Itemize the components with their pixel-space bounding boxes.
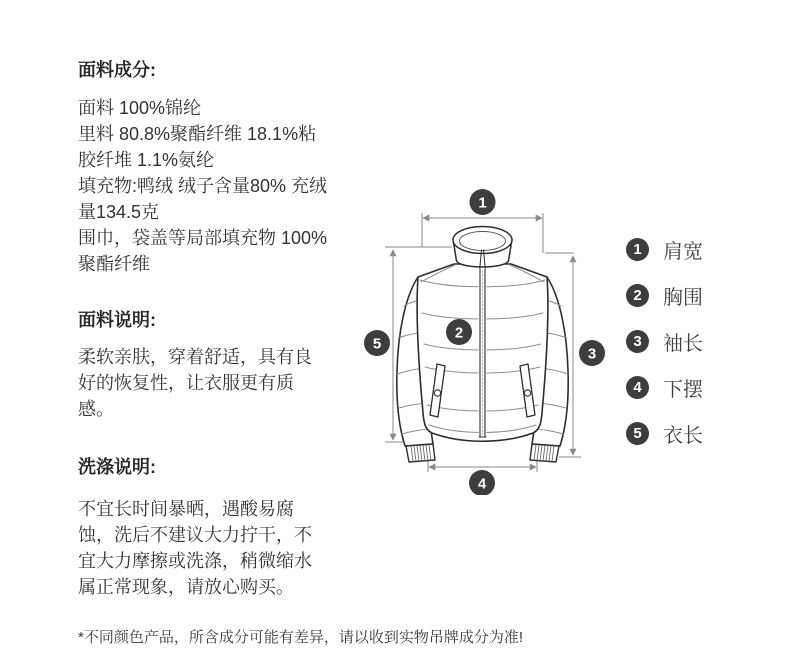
legend-number-badge: 5 bbox=[626, 422, 649, 445]
text-line: 里料 80.8%聚酯纤维 18.1%粘 bbox=[78, 124, 317, 144]
marker-number-3: 3 bbox=[587, 345, 597, 363]
disclaimer-note: *不同颜色产品，所含成分可能有差异，请以收到实物吊牌成分为准! bbox=[78, 629, 524, 646]
marker-number-5: 5 bbox=[372, 335, 382, 353]
section-fabric-description bbox=[78, 310, 358, 422]
legend-label: 袖长 bbox=[663, 333, 703, 355]
text-line: 柔软亲肤，穿着舒适，具有良 bbox=[78, 347, 312, 367]
text-line: 胶纤堆 1.1%氨纶 bbox=[78, 150, 215, 170]
jacket-measurement-diagram bbox=[355, 185, 615, 495]
legend-item-garment-length bbox=[626, 422, 703, 445]
marker-number-4: 4 bbox=[477, 475, 487, 493]
collar bbox=[453, 227, 512, 269]
legend-number-badge: 3 bbox=[626, 330, 649, 353]
text-line: 不宜长时间暴晒，遇酸易腐 bbox=[78, 499, 294, 519]
marker-number-2: 2 bbox=[454, 324, 464, 342]
section-heading: 洗涤说明: bbox=[78, 457, 156, 477]
section-body bbox=[78, 344, 358, 422]
section-body bbox=[78, 95, 358, 277]
zipper bbox=[479, 268, 487, 437]
section-heading: 面料成分: bbox=[78, 60, 156, 80]
legend-label: 胸围 bbox=[663, 287, 703, 309]
right-pocket-button bbox=[524, 390, 530, 396]
text-line: 聚酯纤维 bbox=[78, 254, 150, 274]
legend-label: 衣长 bbox=[663, 425, 703, 447]
text-line: 围巾，袋盖等局部填充物 100% bbox=[78, 228, 328, 248]
text-line: 填充物:鸭绒 绒子含量80% 充绒 bbox=[78, 176, 328, 196]
section-body bbox=[78, 496, 358, 600]
section-fabric-composition bbox=[78, 60, 358, 277]
jacket-illustration bbox=[397, 227, 568, 463]
legend-item-shoulder-width bbox=[626, 238, 703, 261]
jacket-diagram-svg bbox=[355, 185, 615, 495]
legend-item-sleeve-length bbox=[626, 330, 703, 353]
text-line: 好的恢复性，让衣服更有质 bbox=[78, 373, 294, 393]
legend-label: 肩宽 bbox=[663, 241, 703, 263]
measurement-legend bbox=[626, 238, 703, 468]
section-heading: 面料说明: bbox=[78, 310, 156, 330]
text-line: 宜大力摩擦或洗涤，稍微缩水 bbox=[78, 551, 312, 571]
legend-label: 下摆 bbox=[663, 379, 703, 401]
legend-number-badge: 4 bbox=[626, 376, 649, 399]
legend-item-chest bbox=[626, 284, 703, 307]
legend-item-hem bbox=[626, 376, 703, 399]
section-washing-instructions bbox=[78, 457, 358, 600]
legend-number-badge: 1 bbox=[626, 238, 649, 261]
left-pocket-button bbox=[434, 390, 440, 396]
text-line: 量134.5克 bbox=[78, 202, 160, 222]
text-line: 感。 bbox=[78, 399, 114, 419]
text-line: 蚀，洗后不建议大力拧干，不 bbox=[78, 525, 312, 545]
text-line: 面料 100%锦纶 bbox=[78, 98, 202, 118]
legend-number-badge: 2 bbox=[626, 284, 649, 307]
product-info-column bbox=[78, 60, 358, 600]
marker-number-1: 1 bbox=[478, 194, 487, 212]
text-line: 属正常现象，请放心购买。 bbox=[78, 577, 294, 597]
